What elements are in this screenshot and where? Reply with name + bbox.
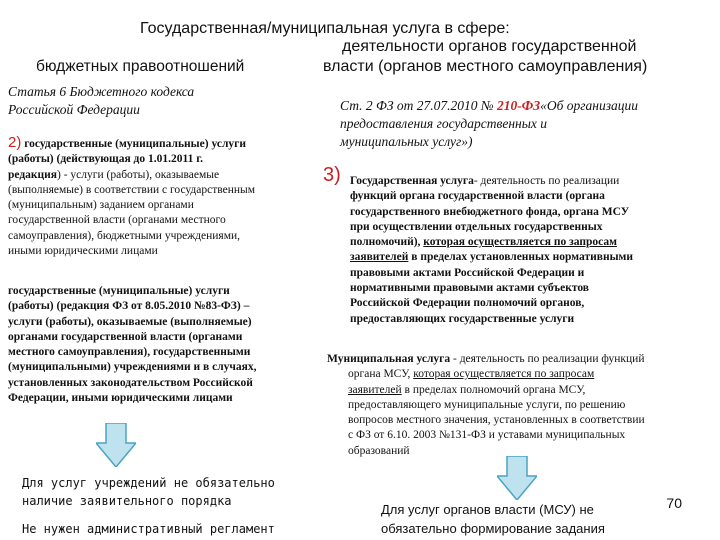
note-right-line1: Для услуг органов власти (МСУ) не — [381, 502, 594, 517]
slide-title: Государственная/муниципальная услуга в сфере: — [140, 20, 510, 37]
item3-block — [350, 174, 633, 327]
item3-line9: Российской Федерации полномочий органов, — [350, 297, 585, 310]
item3-line8: нормативными правовыми актами субъектов — [350, 282, 589, 295]
right-source-line1-post: «Об организации — [540, 98, 639, 113]
item2-line8: иными юридическими лицами — [8, 245, 158, 258]
note-right — [381, 500, 605, 538]
note-right-line2: обязательно формирование задания — [381, 521, 605, 536]
municipal-block — [327, 352, 645, 459]
item3-line4: при осуществлении отдельных государственных — [350, 220, 603, 233]
item3-line10: предоставляющих государственные услуги — [350, 312, 575, 325]
item3-line6 — [350, 250, 633, 265]
item2-number: 2) — [8, 134, 22, 151]
item3-line6-rest: в пределах установленных нормативными — [408, 251, 634, 264]
item2-line3-bold: редакция — [8, 168, 58, 181]
item2b-line1: государственные (муниципальные) услуги — [8, 285, 230, 297]
left-heading: бюджетных правоотношений — [36, 58, 245, 75]
right-source-line1-pre: Ст. 2 ФЗ от 27.07.2010 № — [340, 98, 498, 113]
item2-line3-rest: ) - услуги (работы), оказываемые — [57, 168, 220, 181]
item3-line2: функций органа государственной власти (органа — [350, 190, 605, 203]
item2b-line4: органами государственной власти (органами — [8, 330, 243, 343]
municipal-line7: образований — [348, 444, 410, 457]
item2-block — [8, 135, 255, 259]
item2-line4: (выполняемые) в соответствии с государственным — [8, 183, 256, 196]
note-left-line1: Для услуг учреждений не обязательно — [22, 476, 275, 490]
left-source-line1: Статья 6 Бюджетного кодекса — [8, 84, 195, 99]
item3-line7: правовыми актами Российской Федерации и — [350, 266, 585, 279]
municipal-line6: с ФЗ от 6.10. 2003 №131-ФЗ и уставами муниципальных — [348, 429, 626, 442]
item3-line6-underlined: заявителей — [350, 251, 409, 264]
item2b-line7: установленных законодательством Российской — [8, 376, 253, 389]
right-source-line3: муниципальных услуг») — [340, 134, 473, 149]
item2b-line2: (работы) (редакция ФЗ от 8.05.2010 №83-ФЗ) – — [8, 300, 250, 313]
item3-line5-underlined: которая осуществляется по запросам — [423, 236, 617, 249]
left-source-line2: Российской Федерации — [8, 102, 140, 117]
municipal-line3 — [327, 383, 645, 398]
municipal-line1-rest: - деятельность по реализации функций — [450, 353, 645, 365]
item2-line5: (муниципальным) заданием органами — [8, 199, 194, 212]
note-left — [22, 474, 275, 510]
municipal-line3-rest: в пределах полномочий органа МСУ, — [401, 383, 586, 396]
item3-line5 — [350, 235, 633, 250]
left-source — [8, 83, 194, 119]
right-source-line2: предоставления государственных и — [340, 116, 548, 131]
municipal-line2-underlined: которая осуществляется по запросам — [413, 368, 595, 381]
item3-line1 — [350, 174, 633, 189]
item2b-line6: (муниципальными) учреждениями и в случаях, — [8, 361, 257, 374]
right-source — [340, 97, 638, 151]
item3-number: 3) — [323, 164, 341, 186]
note-left-line3: Не нужен административный регламент — [22, 522, 275, 536]
municipal-line4: предоставляющего муниципальные услуги, по решению — [348, 398, 626, 411]
page-number: 70 — [666, 495, 682, 511]
item2b-line3: услуги (работы), оказываемые (выполняемые) — [8, 315, 252, 328]
municipal-line1-bold: Муниципальная услуга — [327, 353, 451, 365]
municipal-line2-pre: органа МСУ, — [348, 368, 414, 381]
right-source-law-number: 210-ФЗ — [497, 98, 541, 113]
down-arrow-icon — [96, 423, 136, 467]
item3-line1-rest: - деятельность по реализации — [473, 175, 620, 187]
item3-line1-bold: Государственная услуга — [350, 175, 474, 187]
municipal-line5: вопросов местного значения, установленных в соответствии — [348, 414, 645, 427]
item3-line5-pre: полномочий), — [350, 236, 424, 249]
item2b-line8: Федерации, иными юридическими лицами — [8, 392, 233, 405]
item2-line6: государственной власти (органами местного — [8, 214, 226, 227]
right-heading-line2: власти (органов местного самоуправления) — [323, 58, 648, 75]
municipal-line3-underlined: заявителей — [348, 383, 402, 396]
item2-line3 — [8, 168, 255, 183]
down-arrow-icon — [497, 456, 537, 500]
item2b-block — [8, 284, 256, 406]
right-heading-line1: деятельности органов государственной — [342, 38, 637, 55]
item2-line1-text: государственные (муниципальные) услуги — [24, 138, 247, 150]
item3-line3: государственного внебюджетного фонда, органа МСУ — [350, 205, 630, 218]
municipal-line2 — [327, 367, 645, 382]
note-left-line2: наличие заявительного порядка — [22, 494, 232, 508]
item2-line1 — [8, 135, 255, 152]
municipal-line1 — [327, 352, 645, 367]
item2b-line5: местного самоуправления), государственными — [8, 346, 251, 359]
right-source-line1 — [340, 97, 638, 115]
item2-line2: (работы) (действующая до 1.01.2011 г. — [8, 153, 204, 166]
item2-line7: самоуправления), бюджетными учреждениями, — [8, 229, 241, 242]
